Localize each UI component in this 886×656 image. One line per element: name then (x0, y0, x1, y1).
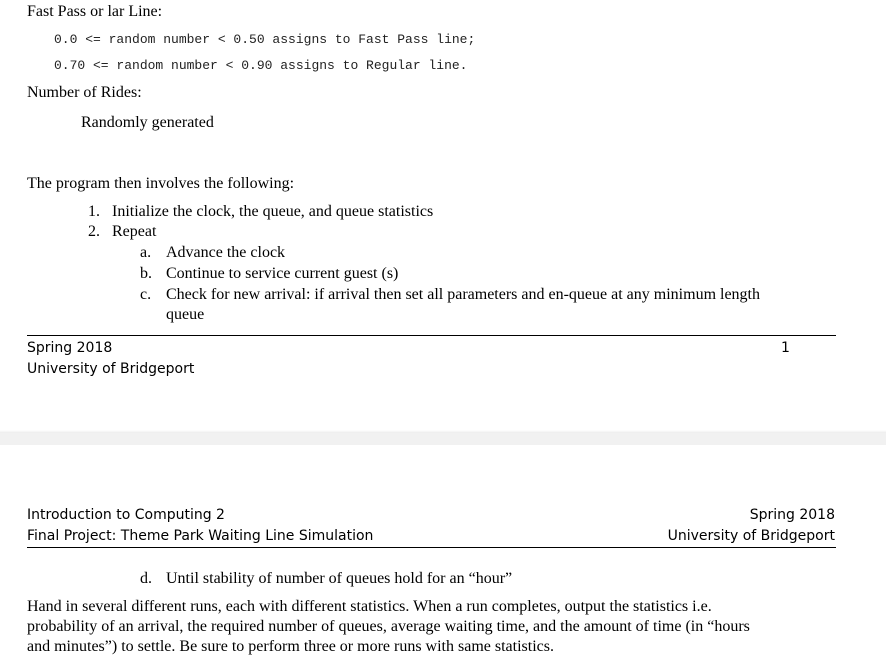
substep-letter: b. (140, 265, 152, 282)
substep-text: Until stability of number of queues hold for an “hour” (166, 570, 513, 587)
substep-text: Check for new arrival: if arrival then set all parameters and en-queue at any minimum length (166, 286, 760, 303)
paragraph-line: probability of an arrival, the required number of queues, average waiting time, and the amount of time (in “hours (27, 618, 750, 635)
rides-label: Number of Rides: (27, 84, 142, 101)
substep-letter: c. (140, 286, 152, 303)
code-line-1: 0.0 <= random number < 0.50 assigns to Fast Pass line; (54, 32, 476, 47)
paragraph-line: Hand in several different runs, each with different statistics. When a run completes, output the statistics i.e. (27, 598, 712, 615)
substep-letter: a. (140, 244, 152, 261)
rides-value: Randomly generated (81, 114, 214, 131)
substep-text: Advance the clock (166, 244, 286, 261)
paragraph-line: and minutes”) to settle. Be sure to perform three or more runs with same statistics. (27, 638, 554, 655)
step-number: 1. (88, 203, 100, 220)
program-intro: The program then involves the following: (27, 175, 295, 192)
header-project: Final Project: Theme Park Waiting Line Simulation (27, 528, 374, 544)
step-text: Repeat (112, 223, 157, 240)
footer-school: University of Bridgeport (27, 361, 195, 377)
header-school: University of Bridgeport (667, 528, 835, 544)
step-text: Initialize the clock, the queue, and queue statistics (112, 203, 434, 220)
step-number: 2. (88, 223, 100, 240)
line-label: Fast Pass or lar Line: (27, 3, 163, 20)
footer-semester: Spring 2018 (27, 340, 113, 356)
header-course: Introduction to Computing 2 (27, 507, 225, 523)
substep-text-continued: queue (166, 306, 205, 323)
header-rule (27, 547, 836, 548)
substep-letter: d. (140, 570, 152, 587)
code-line-2: 0.70 <= random number < 0.90 assigns to Regular line. (54, 58, 468, 73)
footer-rule (27, 335, 836, 336)
substep-text: Continue to service current guest (s) (166, 265, 399, 282)
page-number: 1 (781, 340, 790, 356)
page-separator (0, 433, 886, 445)
header-semester: Spring 2018 (749, 507, 835, 523)
